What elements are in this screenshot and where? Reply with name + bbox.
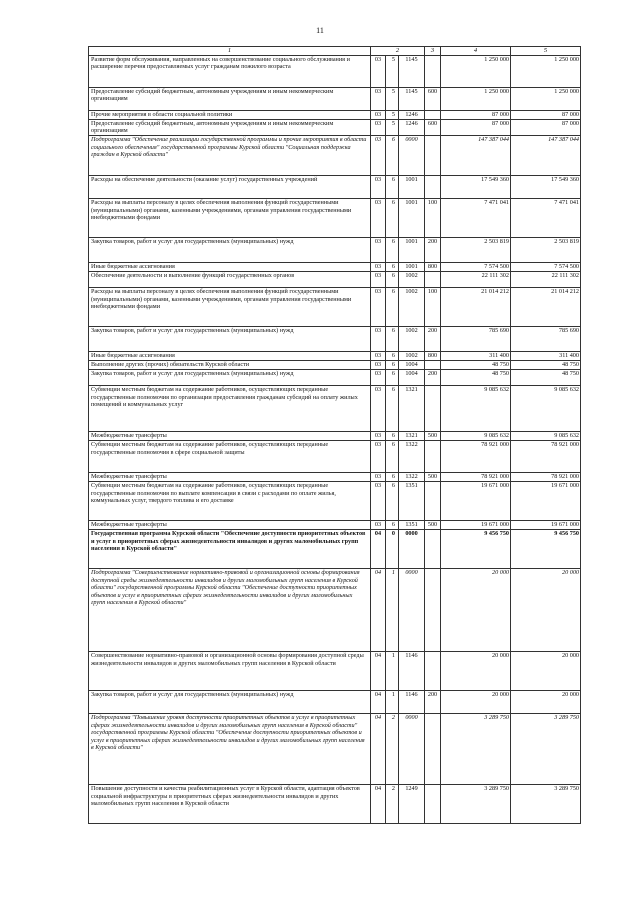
row-subprogram-code: 5 xyxy=(386,119,399,135)
row-expense-type xyxy=(425,136,441,176)
row-direction-code: 1321 xyxy=(399,432,425,441)
row-name: Иные бюджетные ассигнования xyxy=(89,352,371,361)
row-subprogram-code: 6 xyxy=(386,288,399,327)
row-name: Подпрограмма "Обеспечение реализации государственной программы и прочие мероприятия в области социального обеспечения" государственной программы Курской области "Социальная поддержка граждан в Курской области" xyxy=(89,136,371,176)
row-amount-2016: 87 000 xyxy=(441,110,511,119)
row-amount-2016: 48 750 xyxy=(441,361,511,370)
row-subprogram-code: 6 xyxy=(386,136,399,176)
row-program-code: 03 xyxy=(371,370,386,386)
row-amount-2017: 3 289 750 xyxy=(511,785,581,824)
row-amount-2016: 20 000 xyxy=(441,569,511,652)
row-subprogram-code: 6 xyxy=(386,176,399,199)
row-amount-2017: 22 111 302 xyxy=(511,272,581,288)
table-row xyxy=(89,652,581,691)
row-expense-type: 100 xyxy=(425,199,441,238)
row-subprogram-code: 6 xyxy=(386,327,399,352)
row-subprogram-code: 6 xyxy=(386,473,399,482)
row-program-code: 04 xyxy=(371,785,386,824)
row-name: Закупка товаров, работ и услуг для государственных (муниципальных) нужд xyxy=(89,238,371,263)
row-program-code: 03 xyxy=(371,110,386,119)
row-direction-code: 1002 xyxy=(399,352,425,361)
row-expense-type xyxy=(425,482,441,521)
row-expense-type: 800 xyxy=(425,352,441,361)
row-expense-type xyxy=(425,652,441,691)
row-subprogram-code: 6 xyxy=(386,238,399,263)
row-direction-code: 1145 xyxy=(399,87,425,110)
table-row xyxy=(89,361,581,370)
row-subprogram-code: 6 xyxy=(386,263,399,272)
row-amount-2017: 87 000 xyxy=(511,110,581,119)
row-program-code: 03 xyxy=(371,199,386,238)
row-amount-2017: 19 671 000 xyxy=(511,482,581,521)
row-amount-2016: 20 000 xyxy=(441,652,511,691)
table-row xyxy=(89,238,581,263)
row-expense-type: 500 xyxy=(425,432,441,441)
row-amount-2017: 785 690 xyxy=(511,327,581,352)
row-name: Подпрограмма "Совершенствование нормативно-правовой и организационной основы формирования доступной среды жизнедеятельности инвалидов и других маломобильных групп населения в Курской области" государственной программы Курской области "Обеспечение доступности приоритетных объектов и услуг в приоритетных сферах жизнедеятельности инвалидов и других маломобильных групп населения в Курской области" xyxy=(89,569,371,652)
row-name: Иные бюджетные ассигнования xyxy=(89,263,371,272)
row-name: Предоставление субсидий бюджетным, автономным учреждениям и иным некоммерческим организациям xyxy=(89,119,371,135)
row-amount-2017: 17 549 360 xyxy=(511,176,581,199)
row-direction-code: 1146 xyxy=(399,652,425,691)
row-subprogram-code: 6 xyxy=(386,361,399,370)
row-amount-2016: 87 000 xyxy=(441,119,511,135)
row-expense-type xyxy=(425,361,441,370)
table-row xyxy=(89,473,581,482)
row-direction-code: 1146 xyxy=(399,691,425,714)
row-amount-2017: 7 574 500 xyxy=(511,263,581,272)
row-direction-code: 1351 xyxy=(399,521,425,530)
row-name: Прочие мероприятия в области социальной политики xyxy=(89,110,371,119)
row-subprogram-code: 6 xyxy=(386,370,399,386)
row-name: Субвенции местным бюджетам на содержание работников, осуществляющих переданные государственные полномочия в сфере социальной защиты xyxy=(89,441,371,473)
row-expense-type: 100 xyxy=(425,288,441,327)
row-program-code: 03 xyxy=(371,136,386,176)
row-amount-2016: 20 000 xyxy=(441,691,511,714)
row-expense-type xyxy=(425,110,441,119)
row-subprogram-code: 6 xyxy=(386,482,399,521)
row-name: Закупка товаров, работ и услуг для государственных (муниципальных) нужд xyxy=(89,370,371,386)
table-row xyxy=(89,263,581,272)
row-expense-type xyxy=(425,569,441,652)
row-amount-2016: 147 387 044 xyxy=(441,136,511,176)
table-row xyxy=(89,691,581,714)
row-amount-2017: 311 400 xyxy=(511,352,581,361)
header-col-3: 3 xyxy=(425,47,441,56)
row-direction-code: 1002 xyxy=(399,327,425,352)
row-subprogram-code: 6 xyxy=(386,352,399,361)
row-amount-2016: 2 503 819 xyxy=(441,238,511,263)
row-program-code: 03 xyxy=(371,119,386,135)
row-program-code: 03 xyxy=(371,482,386,521)
row-amount-2016: 21 014 212 xyxy=(441,288,511,327)
table-row xyxy=(89,352,581,361)
row-expense-type xyxy=(425,714,441,785)
row-amount-2016: 1 250 000 xyxy=(441,87,511,110)
row-expense-type: 200 xyxy=(425,370,441,386)
row-expense-type: 200 xyxy=(425,327,441,352)
table-row xyxy=(89,119,581,135)
row-amount-2016: 17 549 360 xyxy=(441,176,511,199)
row-expense-type xyxy=(425,785,441,824)
table-row xyxy=(89,87,581,110)
row-amount-2016: 22 111 302 xyxy=(441,272,511,288)
row-name: Государственная программа Курской области "Обеспечение доступности приоритетных объектов и услуг в приоритетных сферах жизнедеятельности инвалидов и других маломобильных групп населения в Курской области" xyxy=(89,530,371,569)
row-amount-2017: 147 387 044 xyxy=(511,136,581,176)
row-expense-type xyxy=(425,176,441,199)
table-row xyxy=(89,432,581,441)
table-row xyxy=(89,482,581,521)
header-col-1: 1 xyxy=(89,47,371,56)
row-subprogram-code: 6 xyxy=(386,386,399,432)
row-expense-type xyxy=(425,386,441,432)
row-amount-2017: 9 085 632 xyxy=(511,386,581,432)
row-amount-2017: 20 000 xyxy=(511,691,581,714)
row-direction-code: 1246 xyxy=(399,119,425,135)
table-row xyxy=(89,370,581,386)
row-program-code: 03 xyxy=(371,441,386,473)
row-direction-code: 1001 xyxy=(399,199,425,238)
table-row xyxy=(89,110,581,119)
row-expense-type: 200 xyxy=(425,238,441,263)
row-amount-2016: 78 921 000 xyxy=(441,473,511,482)
row-amount-2017: 20 000 xyxy=(511,569,581,652)
row-direction-code: 1322 xyxy=(399,473,425,482)
row-amount-2017: 78 921 000 xyxy=(511,441,581,473)
row-program-code: 03 xyxy=(371,352,386,361)
row-direction-code: 1004 xyxy=(399,361,425,370)
row-direction-code: 1001 xyxy=(399,176,425,199)
row-subprogram-code: 5 xyxy=(386,55,399,87)
row-program-code: 03 xyxy=(371,521,386,530)
row-direction-code: 0000 xyxy=(399,136,425,176)
header-col-5: 5 xyxy=(511,47,581,56)
row-amount-2016: 19 671 000 xyxy=(441,482,511,521)
row-amount-2017: 21 014 212 xyxy=(511,288,581,327)
row-program-code: 03 xyxy=(371,288,386,327)
row-name: Субвенции местным бюджетам на содержание работников, осуществляющих переданные государственные полномочия по выплате компенсации в связи с расходами по оплате жилья, коммунальных услуг, твердого топлива и его доставке xyxy=(89,482,371,521)
table-row xyxy=(89,530,581,569)
row-amount-2017: 1 250 000 xyxy=(511,55,581,87)
row-subprogram-code: 6 xyxy=(386,272,399,288)
row-amount-2016: 1 250 000 xyxy=(441,55,511,87)
row-name: Расходы на выплаты персоналу в целях обеспечения выполнения функций государственными (муниципальными) органами, казенными учреждениями, органами управления государственными внебюджетными фондами xyxy=(89,199,371,238)
row-amount-2016: 3 289 750 xyxy=(441,714,511,785)
table-row xyxy=(89,785,581,824)
row-amount-2017: 48 750 xyxy=(511,370,581,386)
row-expense-type xyxy=(425,55,441,87)
row-amount-2017: 7 471 041 xyxy=(511,199,581,238)
row-direction-code: 1321 xyxy=(399,386,425,432)
row-amount-2017: 20 000 xyxy=(511,652,581,691)
row-direction-code: 1246 xyxy=(399,110,425,119)
row-direction-code: 1002 xyxy=(399,288,425,327)
row-name: Межбюджетные трансферты xyxy=(89,521,371,530)
table-row xyxy=(89,714,581,785)
row-program-code: 04 xyxy=(371,714,386,785)
row-expense-type xyxy=(425,530,441,569)
row-program-code: 03 xyxy=(371,55,386,87)
table-row xyxy=(89,176,581,199)
row-amount-2017: 9 085 632 xyxy=(511,432,581,441)
row-name: Закупка товаров, работ и услуг для государственных (муниципальных) нужд xyxy=(89,327,371,352)
row-amount-2017: 48 750 xyxy=(511,361,581,370)
row-expense-type: 600 xyxy=(425,87,441,110)
table-row xyxy=(89,327,581,352)
row-subprogram-code: 5 xyxy=(386,87,399,110)
row-name: Закупка товаров, работ и услуг для государственных (муниципальных) нужд xyxy=(89,691,371,714)
row-name: Расходы на выплаты персоналу в целях обеспечения выполнения функций государственными (муниципальными) органами, казенными учреждениями, органами управления государственными внебюджетными фондами xyxy=(89,288,371,327)
row-program-code: 03 xyxy=(371,432,386,441)
row-subprogram-code: 1 xyxy=(386,652,399,691)
row-subprogram-code: 5 xyxy=(386,110,399,119)
row-subprogram-code: 1 xyxy=(386,569,399,652)
row-subprogram-code: 0 xyxy=(386,530,399,569)
table-row xyxy=(89,55,581,87)
row-name: Выполнение других (прочих) обязательств Курской области xyxy=(89,361,371,370)
row-program-code: 03 xyxy=(371,386,386,432)
row-amount-2017: 3 289 750 xyxy=(511,714,581,785)
row-expense-type: 500 xyxy=(425,473,441,482)
row-amount-2016: 78 921 000 xyxy=(441,441,511,473)
row-program-code: 03 xyxy=(371,361,386,370)
row-name: Межбюджетные трансферты xyxy=(89,473,371,482)
row-expense-type xyxy=(425,272,441,288)
row-amount-2017: 78 921 000 xyxy=(511,473,581,482)
row-amount-2016: 9 085 632 xyxy=(441,432,511,441)
row-subprogram-code: 1 xyxy=(386,691,399,714)
budget-table xyxy=(88,46,581,824)
page-number: 11 xyxy=(316,26,324,35)
row-amount-2016: 3 289 750 xyxy=(441,785,511,824)
row-amount-2016: 311 400 xyxy=(441,352,511,361)
row-amount-2016: 7 471 041 xyxy=(441,199,511,238)
table-row xyxy=(89,441,581,473)
row-direction-code: 0000 xyxy=(399,714,425,785)
row-subprogram-code: 2 xyxy=(386,714,399,785)
row-amount-2016: 48 750 xyxy=(441,370,511,386)
table-body xyxy=(89,47,581,824)
table-row xyxy=(89,288,581,327)
header-col-2: 2 xyxy=(371,47,425,56)
row-name: Межбюджетные трансферты xyxy=(89,432,371,441)
row-program-code: 03 xyxy=(371,473,386,482)
row-name: Повышение доступности и качества реабилитационных услуг в Курской области, адаптация объектов социальной инфраструктуры в приоритетных сферах жизнедеятельности инвалидов и других маломобильных групп населения в Курской области xyxy=(89,785,371,824)
row-program-code: 04 xyxy=(371,569,386,652)
row-name: Подпрограмма "Повышение уровня доступности приоритетных объектов и услуг в приоритетных сферах жизнедеятельности инвалидов и других маломобильных групп населения в Курской области" государственной программы Курской области "Обеспечение доступности приоритетных объектов и услуг в приоритетных сферах жизнедеятельности инвалидов и других маломобильных групп населения в Курской области" xyxy=(89,714,371,785)
row-program-code: 03 xyxy=(371,176,386,199)
table-row xyxy=(89,136,581,176)
row-direction-code: 1249 xyxy=(399,785,425,824)
row-subprogram-code: 6 xyxy=(386,521,399,530)
table-row xyxy=(89,199,581,238)
row-amount-2017: 19 671 000 xyxy=(511,521,581,530)
table-header-row xyxy=(89,47,581,56)
row-name: Субвенции местным бюджетам на содержание работников, осуществляющих переданные государственные полномочия по организации предоставления гражданам субсидий на оплату жилых помещений и коммунальных услуг xyxy=(89,386,371,432)
row-direction-code: 1002 xyxy=(399,272,425,288)
row-program-code: 03 xyxy=(371,263,386,272)
row-subprogram-code: 2 xyxy=(386,785,399,824)
row-program-code: 04 xyxy=(371,652,386,691)
row-direction-code: 1001 xyxy=(399,263,425,272)
table-row xyxy=(89,386,581,432)
row-direction-code: 1351 xyxy=(399,482,425,521)
row-name: Расходы на обеспечение деятельности (оказание услуг) государственных учреждений xyxy=(89,176,371,199)
row-name: Развитие форм обслуживания, направленных на совершенствование социального обслуживания и расширение перечня предоставляемых услуг гражданам пожилого возраста xyxy=(89,55,371,87)
row-direction-code: 1145 xyxy=(399,55,425,87)
row-amount-2017: 87 000 xyxy=(511,119,581,135)
row-program-code: 03 xyxy=(371,327,386,352)
row-program-code: 03 xyxy=(371,87,386,110)
row-expense-type: 500 xyxy=(425,521,441,530)
table-row xyxy=(89,272,581,288)
row-subprogram-code: 6 xyxy=(386,199,399,238)
row-program-code: 03 xyxy=(371,238,386,263)
row-expense-type xyxy=(425,441,441,473)
header-col-4: 4 xyxy=(441,47,511,56)
row-amount-2016: 9 085 632 xyxy=(441,386,511,432)
row-name: Обеспечение деятельности и выполнение функций государственных органов xyxy=(89,272,371,288)
row-name: Совершенствование нормативно-правовой и организационной основы формирования доступной среды жизнедеятельности инвалидов и других маломобильных групп населения в Курской области xyxy=(89,652,371,691)
table-row xyxy=(89,569,581,652)
row-program-code: 04 xyxy=(371,530,386,569)
row-direction-code: 1001 xyxy=(399,238,425,263)
row-expense-type: 800 xyxy=(425,263,441,272)
row-amount-2017: 1 250 000 xyxy=(511,87,581,110)
row-name: Предоставление субсидий бюджетным, автономным учреждениям и иным некоммерческим организациям xyxy=(89,87,371,110)
row-expense-type: 600 xyxy=(425,119,441,135)
row-direction-code: 0000 xyxy=(399,530,425,569)
row-amount-2017: 9 456 750 xyxy=(511,530,581,569)
table-row xyxy=(89,521,581,530)
row-amount-2016: 7 574 500 xyxy=(441,263,511,272)
row-amount-2016: 785 690 xyxy=(441,327,511,352)
row-program-code: 04 xyxy=(371,691,386,714)
row-amount-2016: 9 456 750 xyxy=(441,530,511,569)
row-amount-2016: 19 671 000 xyxy=(441,521,511,530)
row-direction-code: 0000 xyxy=(399,569,425,652)
row-direction-code: 1322 xyxy=(399,441,425,473)
row-subprogram-code: 6 xyxy=(386,441,399,473)
row-direction-code: 1004 xyxy=(399,370,425,386)
row-subprogram-code: 6 xyxy=(386,432,399,441)
row-expense-type: 200 xyxy=(425,691,441,714)
row-amount-2017: 2 503 819 xyxy=(511,238,581,263)
row-program-code: 03 xyxy=(371,272,386,288)
